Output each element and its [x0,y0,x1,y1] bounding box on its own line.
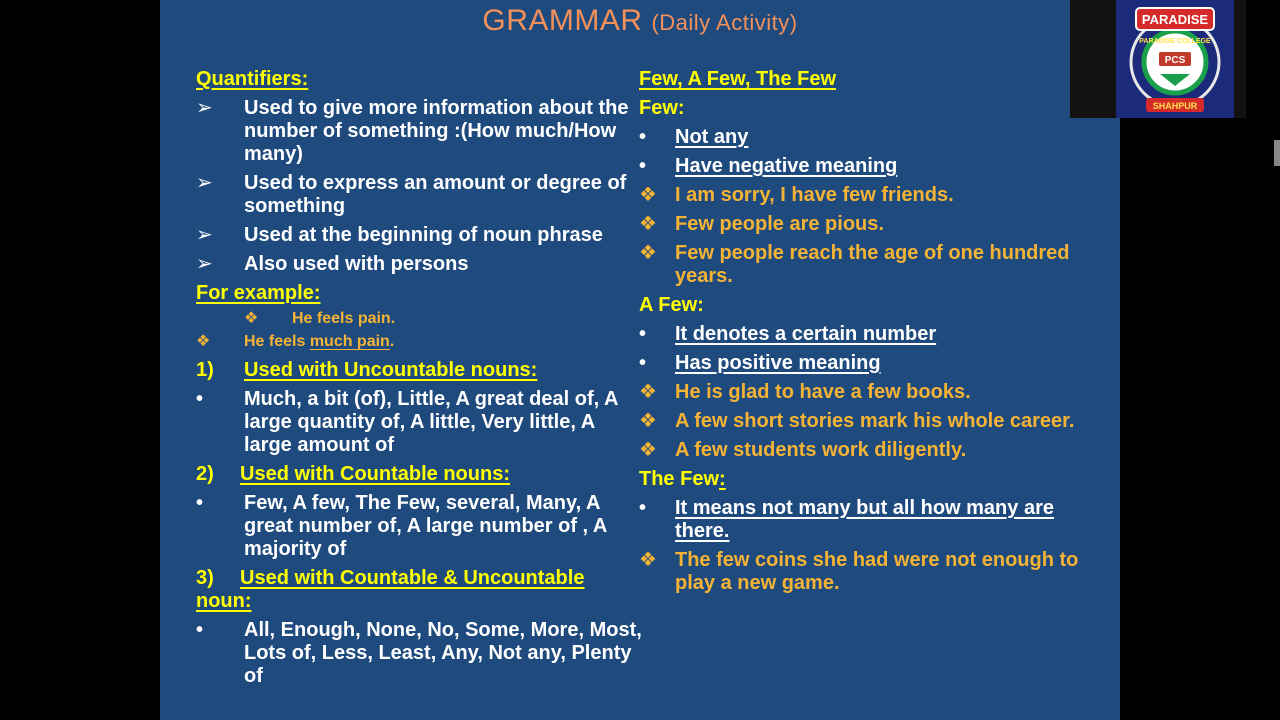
title-main: GRAMMAR [482,4,643,37]
few-example: ❖ Few people reach the age of one hundred years. [639,242,1070,287]
dot-bullet-icon: • [196,492,204,514]
dot-bullet-icon: • [639,323,647,345]
example-item: ❖ He feels pain. [196,307,642,330]
svg-text:PARADISE COLLEGE: PARADISE COLLEGE [1139,38,1211,45]
few-point: • Have negative meaning [639,155,898,177]
svg-text:SHAHPUR: SHAHPUR [1152,101,1198,111]
example-item: ❖ He feels much pain. [196,330,642,353]
edge-marker [1274,140,1280,166]
dot-bullet-icon: • [639,155,647,177]
few-example: ❖ Few people are pious. [639,213,884,235]
thefew-example: ❖ The few coins she had were not enough to play a new game. [639,549,1079,594]
dot-bullet-icon: • [196,619,204,641]
thefew-label: The Few: [639,468,726,490]
diamond-bullet-icon: ❖ [639,410,657,432]
bullet-item: ➢ Used to give more information about the number of something :(How much/How many) [196,97,629,165]
college-crest-icon [1116,0,1234,118]
diamond-bullet-icon: ❖ [639,242,657,264]
title-sub: (Daily Activity) [651,10,798,35]
section-heading-3: 3) Used with Countable & Uncountable noun: [196,567,585,612]
section-items-1: • Much, a bit (of), Little, A great deal of, A large quantity of, A little, Very little, A large amount of [196,388,618,456]
diamond-bullet-icon: ❖ [196,333,211,350]
bullet-item: ➢ Used at the beginning of noun phrase [196,224,603,246]
afew-example: ❖ A few students work diligently. [639,439,967,461]
few-example: ❖ I am sorry, I have few friends. [639,184,954,206]
section-items-3: • All, Enough, None, No, Some, More, Most, Lots of, Less, Least, Any, Not any, Plenty of [196,619,642,687]
bullet-item: ➢ Also used with persons [196,253,469,275]
afew-point: • Has positive meaning [639,352,881,374]
dot-bullet-icon: • [639,497,647,519]
diamond-bullet-icon: ❖ [639,184,657,206]
section-heading-1: 1) Used with Uncountable nouns: [196,359,538,381]
quantifiers-heading: Quantifiers: [196,68,309,90]
dot-bullet-icon: • [196,388,204,410]
afew-point: • It denotes a certain number [639,323,937,345]
slide [160,0,1120,720]
dot-bullet-icon: • [639,126,647,148]
diamond-bullet-icon: ❖ [639,439,657,461]
college-logo [1116,0,1234,118]
left-column [196,66,642,688]
arrow-bullet-icon: ➢ [196,172,213,194]
example-label: For example: [196,282,321,304]
section-heading-2: 2) Used with Countable nouns: [196,463,510,485]
few-label: Few: [639,97,685,119]
right-column [639,66,1079,595]
diamond-bullet-icon: ❖ [639,549,657,571]
afew-example: ❖ He is glad to have a few books. [639,381,971,403]
diamond-bullet-icon: ❖ [639,381,657,403]
bullet-item: ➢ Used to express an amount or degree of something [196,172,627,217]
dot-bullet-icon: • [639,352,647,374]
arrow-bullet-icon: ➢ [196,253,213,275]
diamond-bullet-icon: ❖ [639,213,657,235]
few-point: • Not any [639,126,749,148]
thefew-point: • It means not many but all how many are there. [639,497,1054,542]
svg-text:PCS: PCS [1164,55,1186,66]
few-heading: Few, A Few, The Few [639,68,837,90]
arrow-bullet-icon: ➢ [196,224,213,246]
section-items-2: • Few, A few, The Few, several, Many, A great number of, A large number of , A majority of [196,492,607,560]
svg-text:PARADISE: PARADISE [1141,12,1209,27]
arrow-bullet-icon: ➢ [196,97,213,119]
slide-title [160,4,1120,38]
afew-label: A Few: [639,294,704,316]
diamond-bullet-icon: ❖ [244,310,259,327]
afew-example: ❖ A few short stories mark his whole career. [639,410,1075,432]
